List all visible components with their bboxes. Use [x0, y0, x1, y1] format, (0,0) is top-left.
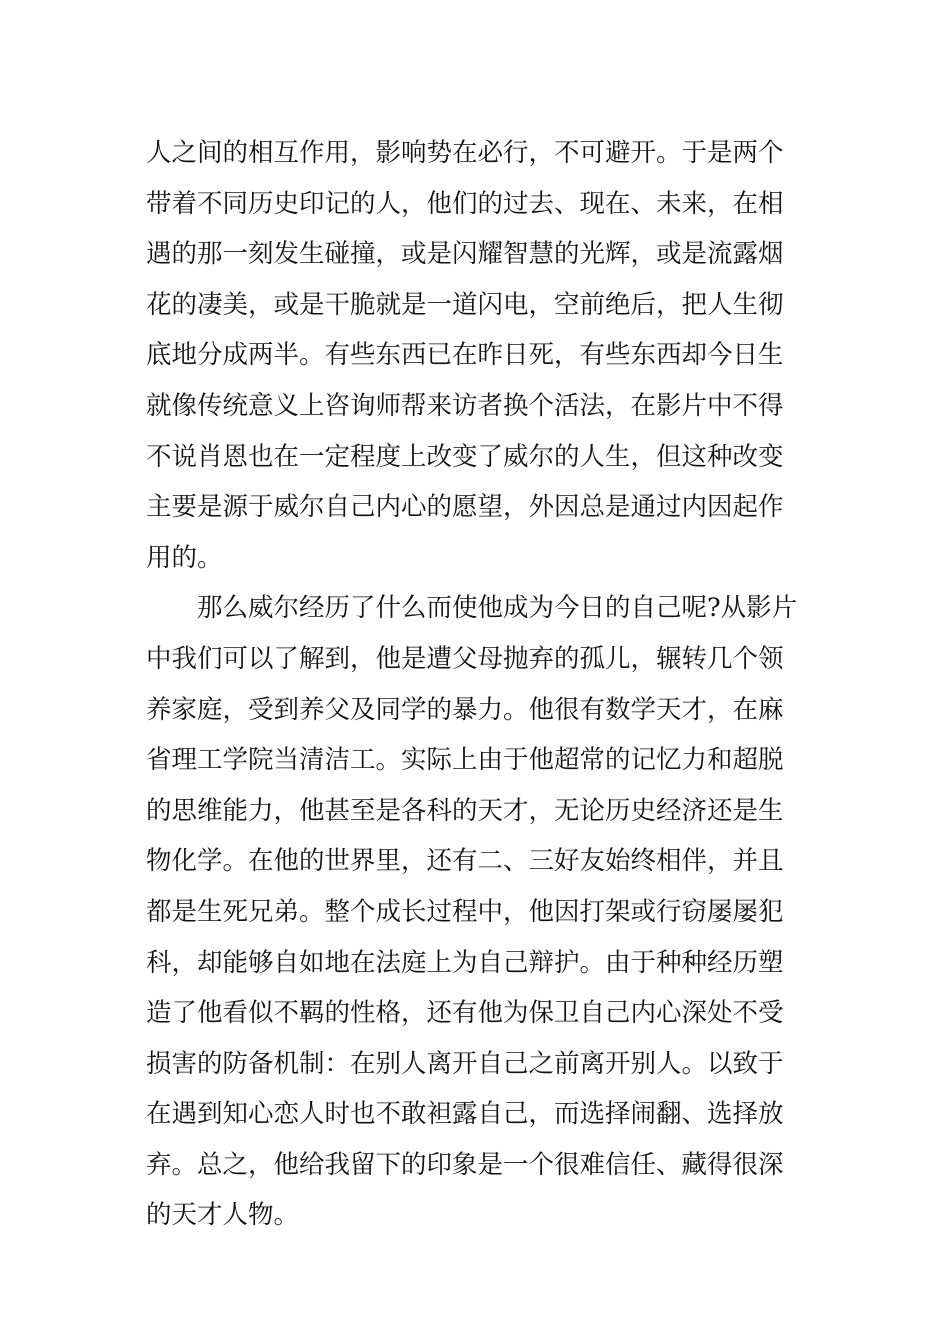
text-line: 就像传统意义上咨询师帮来访者换个活法，在影片中不得	[146, 390, 784, 421]
text-line: 人之间的相互作用，影响势在必行，不可避开。于是两个	[146, 138, 784, 168]
text-line: 的思维能力，他甚至是各科的天才，无论历史经济还是生	[146, 795, 784, 826]
text-line: 弃。总之，他给我留下的印象是一个很难信任、藏得很深	[146, 1149, 784, 1180]
text-line: 那么威尔经历了什么而使他成为今日的自己呢?从影片	[197, 593, 798, 624]
text-line: 物化学。在他的世界里，还有二、三好友始终相伴，并且	[146, 846, 784, 877]
paragraph-1	[146, 128, 816, 583]
text-line: 损害的防备机制：在别人离开自己之前离开别人。以致于	[146, 1048, 784, 1079]
paragraph-2	[146, 583, 816, 1241]
body-text	[146, 128, 816, 1241]
text-line: 造了他看似不羁的性格，还有他为保卫自己内心深处不受	[146, 998, 784, 1029]
text-line: 用的。	[146, 542, 223, 573]
text-line: 主要是源于威尔自己内心的愿望，外因总是通过内因起作	[146, 492, 784, 523]
text-line: 的天才人物。	[146, 1200, 300, 1231]
text-line: 在遇到知心恋人时也不敢袒露自己，而选择闹翻、选择放	[146, 1099, 784, 1130]
text-line: 底地分成两半。有些东西已在昨日死，有些东西却今日生	[146, 340, 784, 371]
text-line: 都是生死兄弟。整个成长过程中，他因打架或行窃屡屡犯	[146, 896, 784, 927]
text-line: 不说肖恩也在一定程度上改变了威尔的人生，但这种改变	[146, 441, 784, 472]
text-line: 遇的那一刻发生碰撞，或是闪耀智慧的光辉，或是流露烟	[146, 239, 784, 270]
text-line: 花的凄美，或是干脆就是一道闪电，空前绝后，把人生彻	[146, 289, 784, 320]
text-line: 中我们可以了解到，他是遭父母抛弃的孤儿，辗转几个领	[146, 643, 784, 674]
text-line: 养家庭，受到养父及同学的暴力。他很有数学天才，在麻	[146, 694, 784, 725]
text-line: 带着不同历史印记的人，他们的过去、现在、未来，在相	[146, 188, 784, 219]
text-line: 科，却能够自如地在法庭上为自己辩护。由于种种经历塑	[146, 947, 784, 978]
text-line: 省理工学院当清洁工。实际上由于他超常的记忆力和超脱	[146, 745, 784, 776]
